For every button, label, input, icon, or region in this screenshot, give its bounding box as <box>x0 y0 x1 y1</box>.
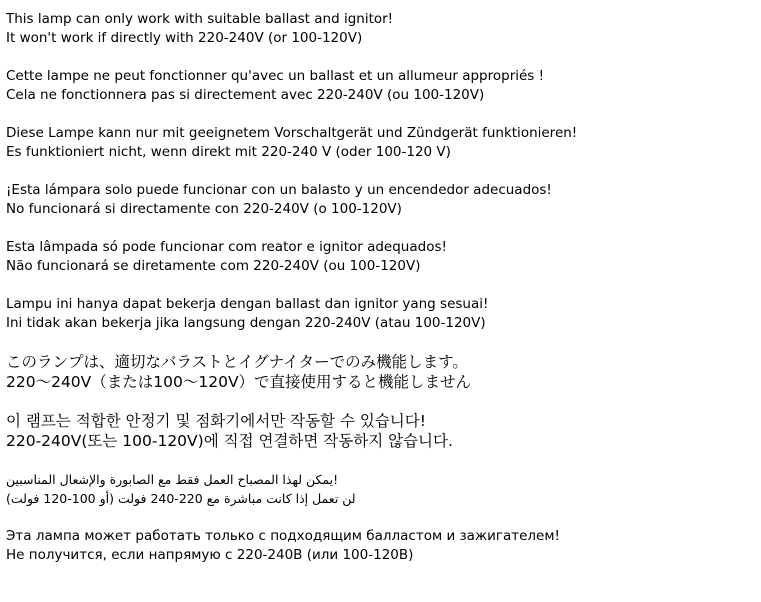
paragraph-german <box>6 124 756 162</box>
paragraph-arabic <box>6 470 756 508</box>
russian-line-1: Эта лампа может работать только с подходящим балластом и зажигателем! <box>6 528 560 544</box>
german-line-1: Diese Lampe kann nur mit geeignetem Vorschaltgerät und Zündgerät funktionieren! <box>6 125 578 141</box>
english-line-2: It won't work if directly with 220-240V (or 100-120V) <box>6 30 363 46</box>
spacer <box>6 392 756 411</box>
portuguese-line-1: Esta lâmpada só pode funcionar com reator e ignitor adequados! <box>6 239 447 255</box>
spacer <box>6 451 756 470</box>
spacer <box>6 508 756 527</box>
paragraph-russian <box>6 527 756 565</box>
paragraph-japanese <box>6 352 756 392</box>
paragraph-french <box>6 67 756 105</box>
japanese-line-1: このランプは、適切なバラストとイグナイターでのみ機能します。 <box>6 353 468 371</box>
spanish-line-2: No funcionará si directamente con 220-240V (o 100-120V) <box>6 201 402 217</box>
indonesian-line-2: Ini tidak akan bekerja jika langsung dengan 220-240V (atau 100-120V) <box>6 315 486 331</box>
multilingual-warning-document <box>6 10 756 565</box>
paragraph-spanish <box>6 181 756 219</box>
spanish-line-1: ¡Esta lámpara solo puede funcionar con un balasto y un encendedor adecuados! <box>6 182 552 198</box>
indonesian-line-1: Lampu ini hanya dapat bekerja dengan ballast dan ignitor yang sesuai! <box>6 296 489 312</box>
spacer <box>6 219 756 238</box>
portuguese-line-2: Não funcionará se diretamente com 220-240V (ou 100-120V) <box>6 258 421 274</box>
arabic-line-2: لن تعمل إذا كانت مباشرة مع 220-240 فولت (أو 100-120 فولت) <box>6 491 356 506</box>
spacer <box>6 333 756 352</box>
spacer <box>6 162 756 181</box>
french-line-1: Cette lampe ne peut fonctionner qu'avec un ballast et un allumeur appropriés ! <box>6 68 545 84</box>
spacer <box>6 48 756 67</box>
paragraph-english <box>6 10 756 48</box>
paragraph-korean <box>6 411 756 451</box>
russian-line-2: Не получится, если напрямую с 220-240В (или 100-120В) <box>6 547 414 563</box>
korean-line-2: 220-240V(또는 100-120V)에 직접 연결하면 작동하지 않습니다. <box>6 432 453 450</box>
korean-line-1: 이 램프는 적합한 안정기 및 점화기에서만 작동할 수 있습니다! <box>6 412 426 430</box>
paragraph-portuguese <box>6 238 756 276</box>
paragraph-indonesian <box>6 295 756 333</box>
spacer <box>6 276 756 295</box>
spacer <box>6 105 756 124</box>
french-line-2: Cela ne fonctionnera pas si directement avec 220-240V (ou 100-120V) <box>6 87 485 103</box>
arabic-line-1: !يمكن لهذا المصباح العمل فقط مع الصابورة والإشعال المناسبين <box>6 472 339 487</box>
english-line-1: This lamp can only work with suitable ballast and ignitor! <box>6 11 394 27</box>
german-line-2: Es funktioniert nicht, wenn direkt mit 220-240 V (oder 100-120 V) <box>6 144 451 160</box>
japanese-line-2: 220〜240V（または100〜120V）で直接使用すると機能しません <box>6 373 472 391</box>
